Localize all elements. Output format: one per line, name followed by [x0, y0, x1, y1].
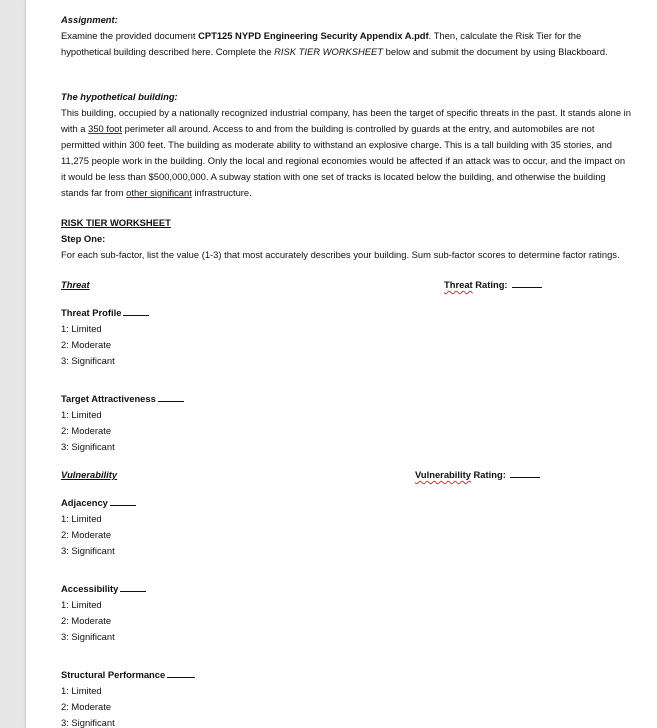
- assignment-text-2: . Then, calculate the Risk Tier for the hypothetical building described here. Complete the: [61, 30, 582, 57]
- assignment-paragraph: [61, 28, 631, 60]
- threat-profile-option-3: 3: Significant: [61, 355, 115, 366]
- document-content: [61, 12, 631, 728]
- vulnerability-label: Vulnerability: [61, 469, 118, 480]
- vulnerability-rating: [415, 467, 540, 483]
- building-heading: The hypothetical building:: [61, 91, 178, 102]
- assignment-doc-name: CPT125 NYPD Engineering Security Appendix A.pdf: [198, 30, 429, 41]
- accessibility-block: [61, 581, 631, 645]
- target-attractiveness-label: Target Attractiveness: [61, 393, 156, 404]
- threat-profile-option-2: 2: Moderate: [61, 339, 112, 350]
- building-link-350-foot[interactable]: 350 foot: [88, 123, 122, 134]
- threat-rating-suffix: Rating:: [472, 279, 511, 290]
- structural-performance-block: [61, 667, 631, 728]
- threat-profile-block: [61, 305, 631, 369]
- threat-rating: [444, 277, 542, 293]
- building-link-other-significant[interactable]: other significant: [126, 187, 192, 198]
- worksheet-title: RISK TIER WORKSHEET: [61, 217, 171, 228]
- building-text-2: perimeter all around. Access to and from the building is controlled by guards at the entry, and automobiles are not permitted within 300 feet. The building as moderate ability to withstand an explosive charge. This is a tall building with 35 stories, and 11,275 people work in the building. Only the local and regional economies would be affected if an attack was to occur, and the impact on it would be less than $500,000,000. A subway station with one set of tracks is located below the building, and otherwise the building stands far from: [61, 123, 626, 198]
- assignment-text-1: Examine the provided document: [61, 30, 199, 41]
- adjacency-option-2: 2: Moderate: [61, 529, 112, 540]
- building-text-1: This building, occupied by a nationally recognized industrial company, has been the target of specific threats in the past. It stands alone in with a: [61, 107, 631, 134]
- document-page[interactable]: [26, 0, 657, 728]
- worksheet-step: Step One:: [61, 233, 106, 244]
- structural-performance-option-3: 3: Significant: [61, 717, 115, 728]
- vulnerability-rating-blank[interactable]: [510, 468, 540, 478]
- adjacency-option-1: 1: Limited: [61, 513, 102, 524]
- threat-rating-blank[interactable]: [512, 278, 542, 288]
- worksheet-instructions: For each sub-factor, list the value (1-3) that most accurately describes your building. Sum sub-factor scores to determine factor ratings.: [61, 249, 620, 260]
- adjacency-option-3: 3: Significant: [61, 545, 115, 556]
- target-attractiveness-blank[interactable]: [158, 392, 184, 402]
- adjacency-label: Adjacency: [61, 497, 108, 508]
- vulnerability-rating-word: Vulnerability: [415, 469, 471, 480]
- threat-profile-label: Threat Profile: [61, 307, 122, 318]
- threat-label: Threat: [61, 279, 90, 290]
- structural-performance-blank[interactable]: [167, 668, 195, 678]
- accessibility-blank[interactable]: [120, 582, 146, 592]
- building-paragraph: [61, 105, 631, 201]
- adjacency-blank[interactable]: [110, 496, 136, 506]
- threat-rating-word: Threat: [444, 279, 473, 290]
- target-attractiveness-option-1: 1: Limited: [61, 409, 102, 420]
- threat-profile-option-1: 1: Limited: [61, 323, 102, 334]
- target-attractiveness-block: [61, 391, 631, 455]
- vulnerability-rating-suffix: Rating:: [470, 469, 509, 480]
- structural-performance-label: Structural Performance: [61, 669, 166, 680]
- accessibility-option-3: 3: Significant: [61, 631, 115, 642]
- threat-profile-blank[interactable]: [123, 306, 149, 316]
- adjacency-block: [61, 495, 631, 559]
- assignment-text-3: below and submit the document by using Blackboard.: [383, 46, 608, 57]
- assignment-worksheet-ref: RISK TIER WORKSHEET: [274, 46, 384, 57]
- accessibility-option-1: 1: Limited: [61, 599, 102, 610]
- assignment-heading: Assignment:: [61, 14, 118, 25]
- structural-performance-option-2: 2: Moderate: [61, 701, 112, 712]
- building-text-3: infrastructure.: [191, 187, 252, 198]
- structural-performance-option-1: 1: Limited: [61, 685, 102, 696]
- target-attractiveness-option-2: 2: Moderate: [61, 425, 112, 436]
- target-attractiveness-option-3: 3: Significant: [61, 441, 115, 452]
- accessibility-label: Accessibility: [61, 583, 119, 594]
- threat-header-row: [61, 277, 631, 293]
- vulnerability-header-row: [61, 467, 631, 483]
- accessibility-option-2: 2: Moderate: [61, 615, 112, 626]
